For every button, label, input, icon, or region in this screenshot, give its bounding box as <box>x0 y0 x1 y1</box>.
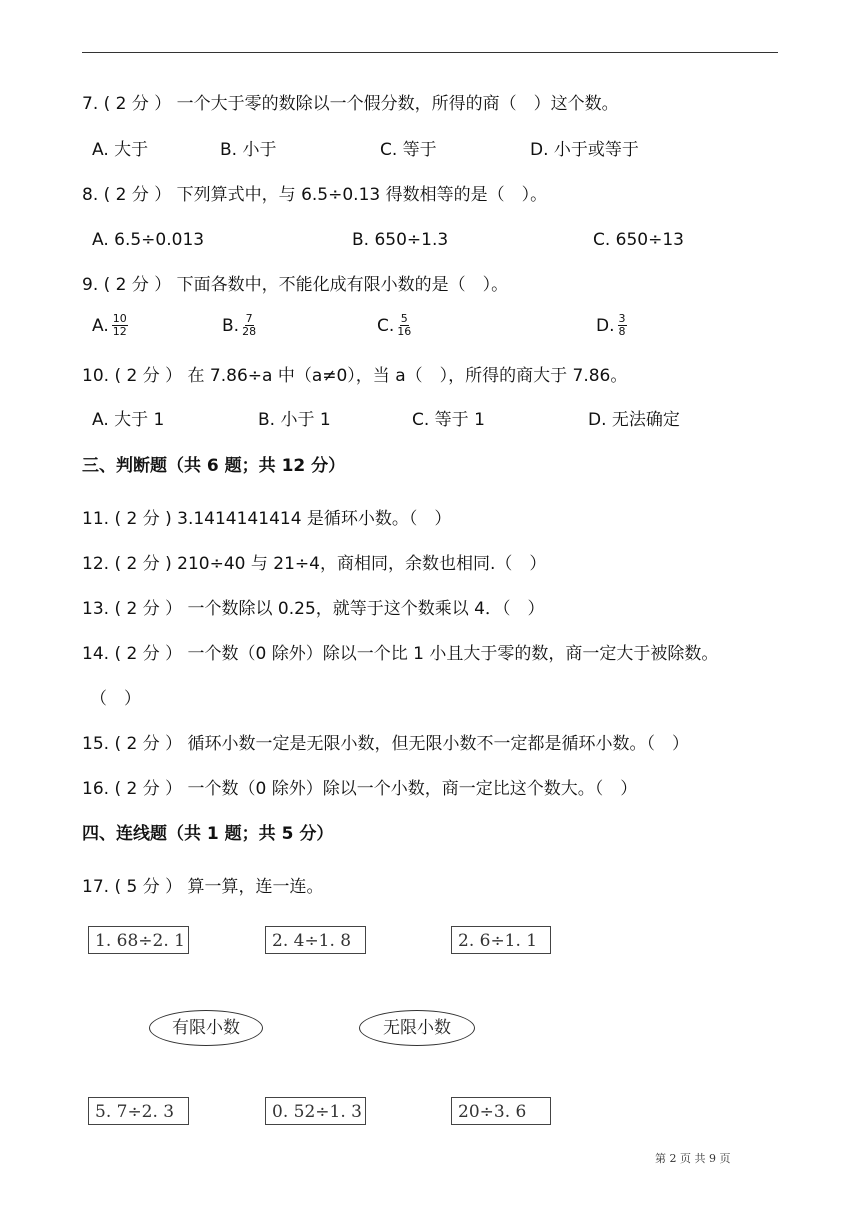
question-13: 13. ( 2 分 ） 一个数除以 0.25，就等于这个数乘以 4．（ ） <box>82 599 545 619</box>
question-14-blank: （ ） <box>90 689 141 709</box>
q7-option-b: B. 小于 <box>220 140 277 160</box>
q7-option-c: C. 等于 <box>380 140 437 160</box>
q7-option-d: D. 小于或等于 <box>530 140 639 160</box>
q8-option-c: C. 650÷13 <box>593 230 685 250</box>
expression-box: 2. 4÷1. 8 <box>265 926 366 954</box>
question-14: 14. ( 2 分 ） 一个数（0 除外）除以一个比 1 小且大于零的数，商一定大于被除数。 <box>82 644 719 664</box>
question-11: 11. ( 2 分 ) 3.1414141414 是循环小数。（ ） <box>82 509 452 529</box>
q9-option-a: A. 10 12 <box>92 312 127 338</box>
q8-option-b: B. 650÷1.3 <box>352 230 449 250</box>
question-17: 17. ( 5 分 ） 算一算，连一连。 <box>82 877 324 897</box>
oval-finite-decimal: 有限小数 <box>149 1010 263 1046</box>
q7-option-a: A. 大于 <box>92 140 149 160</box>
q10-option-b: B. 小于 1 <box>258 410 331 430</box>
question-7: 7. ( 2 分 ） 一个大于零的数除以一个假分数，所得的商（ ）这个数。 <box>82 94 619 114</box>
q9-option-b: B. 7 28 <box>222 312 257 338</box>
expression-box: 2. 6÷1. 1 <box>451 926 551 954</box>
q10-option-c: C. 等于 1 <box>412 410 485 430</box>
expression-box: 0. 52÷1. 3 <box>265 1097 366 1125</box>
oval-infinite-decimal: 无限小数 <box>359 1010 475 1046</box>
q9-option-c: C. 5 16 <box>377 312 412 338</box>
question-9: 9. ( 2 分 ） 下面各数中，不能化成有限小数的是（ ）。 <box>82 275 509 295</box>
q10-option-d: D. 无法确定 <box>588 410 680 430</box>
page-footer: 第 2 页 共 9 页 <box>655 1152 731 1165</box>
section-3-title: 三、判断题（共 6 题；共 12 分） <box>82 456 346 476</box>
q9-option-d: D. 3 8 <box>596 312 626 338</box>
expression-box: 20÷3. 6 <box>451 1097 551 1125</box>
question-16: 16. ( 2 分 ） 一个数（0 除外）除以一个小数，商一定比这个数大。（ ） <box>82 779 638 799</box>
question-8: 8. ( 2 分 ） 下列算式中，与 6.5÷0.13 得数相等的是（ ）。 <box>82 185 548 205</box>
section-4-title: 四、连线题（共 1 题；共 5 分） <box>82 824 334 844</box>
expression-box: 5. 7÷2. 3 <box>88 1097 189 1125</box>
q8-option-a: A. 6.5÷0.013 <box>92 230 205 250</box>
header-rule <box>82 52 778 53</box>
question-10: 10. ( 2 分 ） 在 7.86÷a 中（a≠0），当 a（ ），所得的商大于 7.86。 <box>82 366 628 386</box>
question-15: 15. ( 2 分 ） 循环小数一定是无限小数，但无限小数不一定都是循环小数。（ ） <box>82 734 690 754</box>
question-12: 12. ( 2 分 ) 210÷40 与 21÷4，商相同，余数也相同.（ ） <box>82 554 547 574</box>
expression-box: 1. 68÷2. 1 <box>88 926 189 954</box>
q10-option-a: A. 大于 1 <box>92 410 165 430</box>
